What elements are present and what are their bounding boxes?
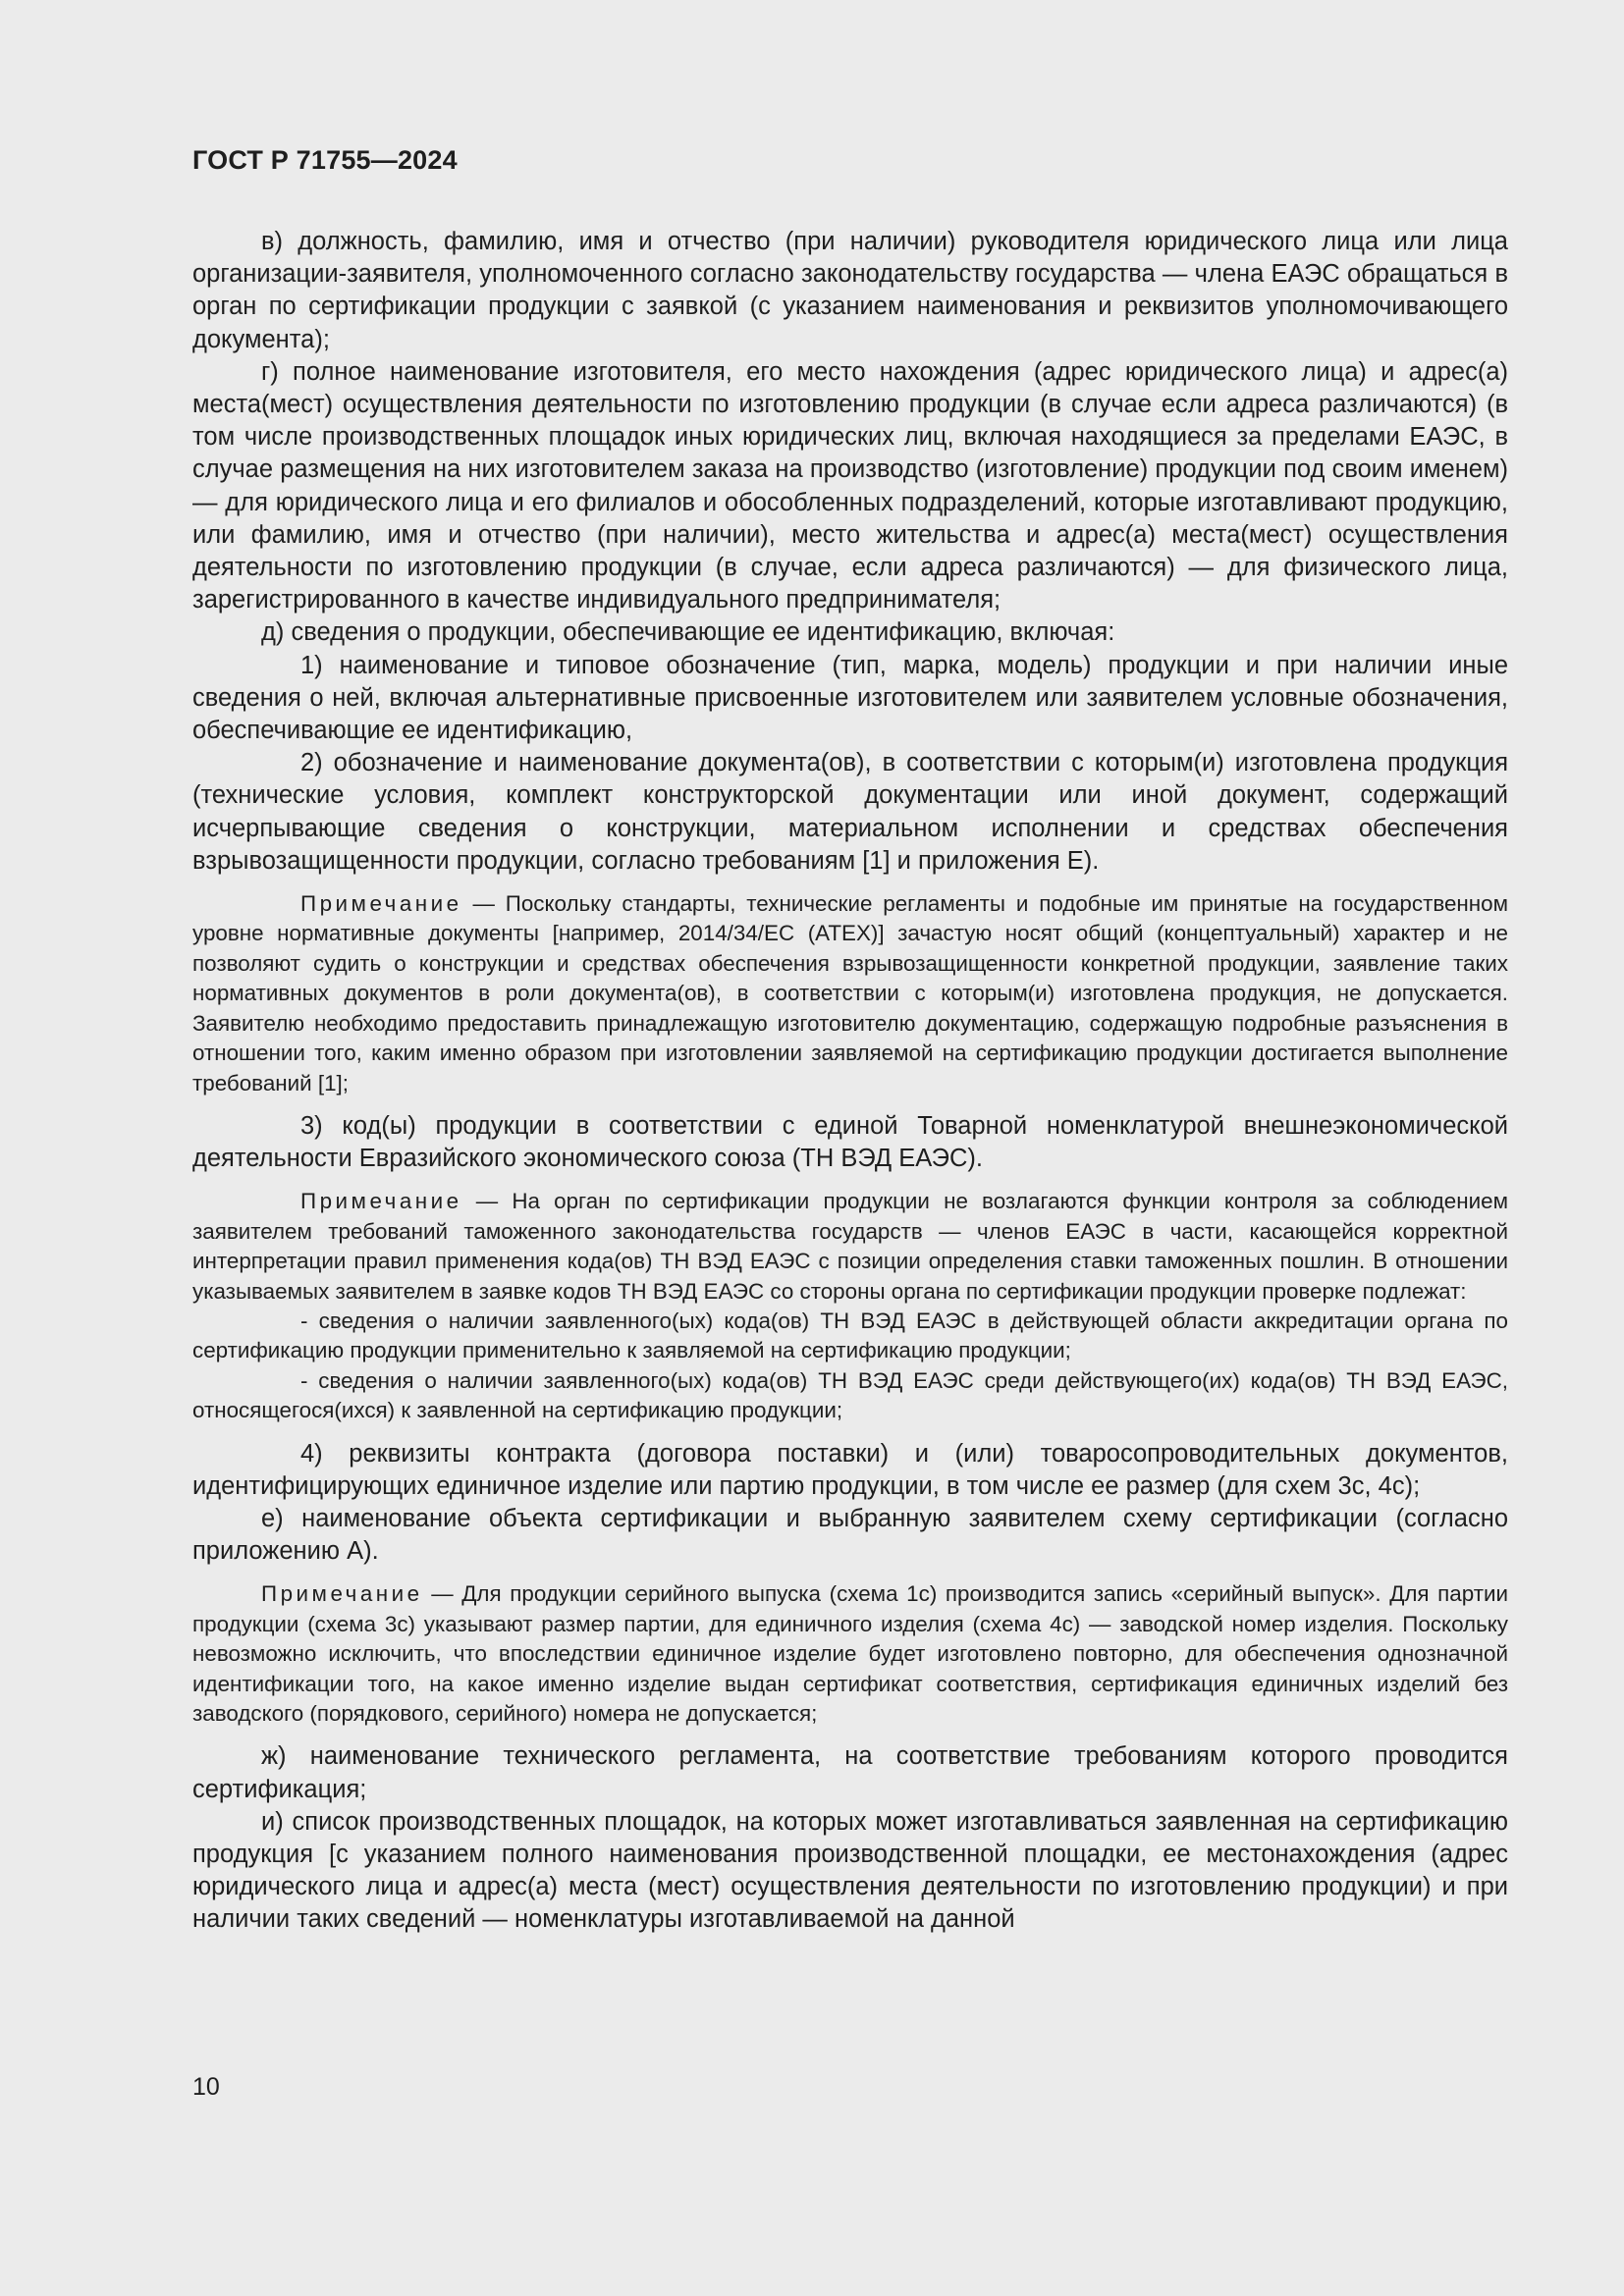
paragraph-v: в) должность, фамилию, имя и отчество (при наличии) руководителя юридического лица или лица организации-заявителя, уполномоченного согласно законодательству государства — члена ЕАЭС обращаться в орган по сертификации продукции с заявкой (с указанием наименования и реквизитов уполномочивающего документа); [192,228,1508,353]
note-2-item-1: - сведения о наличии заявленного(ых) кода(ов) ТН ВЭД ЕАЭС в действующей области аккредитации органа по сертификацию продукции применительно к заявляемой на сертификацию продукции; [192,1308,1508,1363]
paragraph-d2: 2) обозначение и наименование документа(ов), в соответствии с которым(и) изготовлена продукция (технические условия, комплект конструкторской документации или иной документ, содержащий исчерпывающие сведения о конструкции, материальном исполнении и средствах обеспечения взрывозащищенности продукции, согласно требованиям [1] и приложения Е). [192,749,1508,875]
note-2-item-2: - сведения о наличии заявленного(ых) кода(ов) ТН ВЭД ЕАЭС среди действующего(их) кода(ов) ТН ВЭД ЕАЭС, относящегося(ихся) к заявленной на сертификацию продукции; [192,1367,1508,1423]
page-number: 10 [192,2073,220,2101]
note-3 [192,1579,1508,1729]
paragraph-g: г) полное наименование изготовителя, его место нахождения (адрес юридического лица) и адрес(а) места(мест) осуществления деятельности по изготовлению продукции (в случае если адреса различаются) (в том числе производственных площадок иных юридических лиц, включая находящиеся за пределами ЕАЭС, в случае размещения на них изготовителем заказа на производство (изготовление) продукции под своим именем) — для юридического лица и его филиалов и обособленных подразделений, которые изготавливают продукцию, или фамилию, имя и отчество (при наличии), место жительства и адрес(а) места(мест) осуществления деятельности по изготовлению продукции (в случае, если адреса различаются) — для физического лица, зарегистрированного в качестве индивидуального предпринимателя; [192,357,1508,614]
paragraph-d: д) сведения о продукции, обеспечивающие ее идентификацию, включая: [261,618,1115,647]
paragraph-zh: ж) наименование технического регламента, на соответствие требованиям которого проводится сертификация; [192,1742,1508,1803]
note-text: — Для продукции серийного выпуска (схема 1с) производится запись «серийный выпуск». Для партии продукции (схема 3с) указывают размер партии, для единичного изделия (схема 4с) — заводской номер изделия. Поскольку невозможно исключить, что впоследствии единичное изделие будет изготовлено повторно, для обеспечения однозначной идентификации того, на какое именно изделие выдан сертификат соответствия, сертификация единичных изделий без заводского (порядкового, серийного) номера не допускается; [192,1581,1508,1726]
note-2 [192,1187,1508,1425]
document-header: ГОСТ Р 71755—2024 [192,145,458,175]
paragraph-e: е) наименование объекта сертификации и выбранную заявителем схему сертификации (согласно приложению А). [192,1504,1508,1566]
note-label: Примечание [300,891,462,917]
paragraph-d4: 4) реквизиты контракта (договора поставки) и (или) товаросопроводительных документов, идентифицирующих единичное изделие или партию продукции, в том числе ее размер (для схем 3с, 4с); [192,1439,1508,1500]
document-body [192,226,1508,1937]
paragraph-d3: 3) код(ы) продукции в соответствии с единой Товарной номенклатурой внешнеэкономической деятельности Евразийского экономического союза (ТН ВЭД ЕАЭС). [192,1111,1508,1173]
note-1 [192,889,1508,1098]
note-label: Примечание [300,1189,462,1214]
note-text: — На орган по сертификации продукции не возлагаются функции контроля за соблюдением заявителем требований таможенного законодательства государств — членов ЕАЭС в части, касающейся корректной интерпретации правил применения кода(ов) ТН ВЭД ЕАЭС с позиции определения ставки таможенных пошлин. В отношении указываемых заявителем в заявке кодов ТН ВЭД ЕАЭС со стороны органа по сертификации продукции проверке подлежат: [192,1189,1508,1304]
paragraph-d1: 1) наименование и типовое обозначение (тип, марка, модель) продукции и при наличии иные сведения о ней, включая альтернативные присвоенные изготовителем или заявителем условные обозначения, обеспечивающие ее идентификацию, [192,651,1508,745]
note-text: — Поскольку стандарты, технические регламенты и подобные им принятые на государственном уровне нормативные документы [например, 2014/34/ЕС (АТЕХ)] зачастую носят общий (концептуальный) характер и не позволяют судить о конструкции и средствах обеспечения взрывозащищенности конкретной продукции, заявление таких нормативных документов в роли документа(ов), в соответствии с которым(и) изготовлена продукция, не допускается. Заявителю необходимо предоставить принадлежащую изготовителю документацию, содержащую подробные разъяснения в отношении того, каким именно образом при изготовлении заявляемой на сертификацию продукции достигается выполнение требований [1]; [192,891,1508,1095]
note-label: Примечание [261,1581,423,1607]
paragraph-i: и) список производственных площадок, на которых может изготавливаться заявленная на сертификацию продукция [с указанием полного наименования производственной площадки, ее местонахождения (адрес юридического лица и адрес(а) места (мест) осуществления деятельности по изготовлению продукции) и при наличии таких сведений — номенклатуры изготавливаемой на данной [192,1807,1508,1934]
